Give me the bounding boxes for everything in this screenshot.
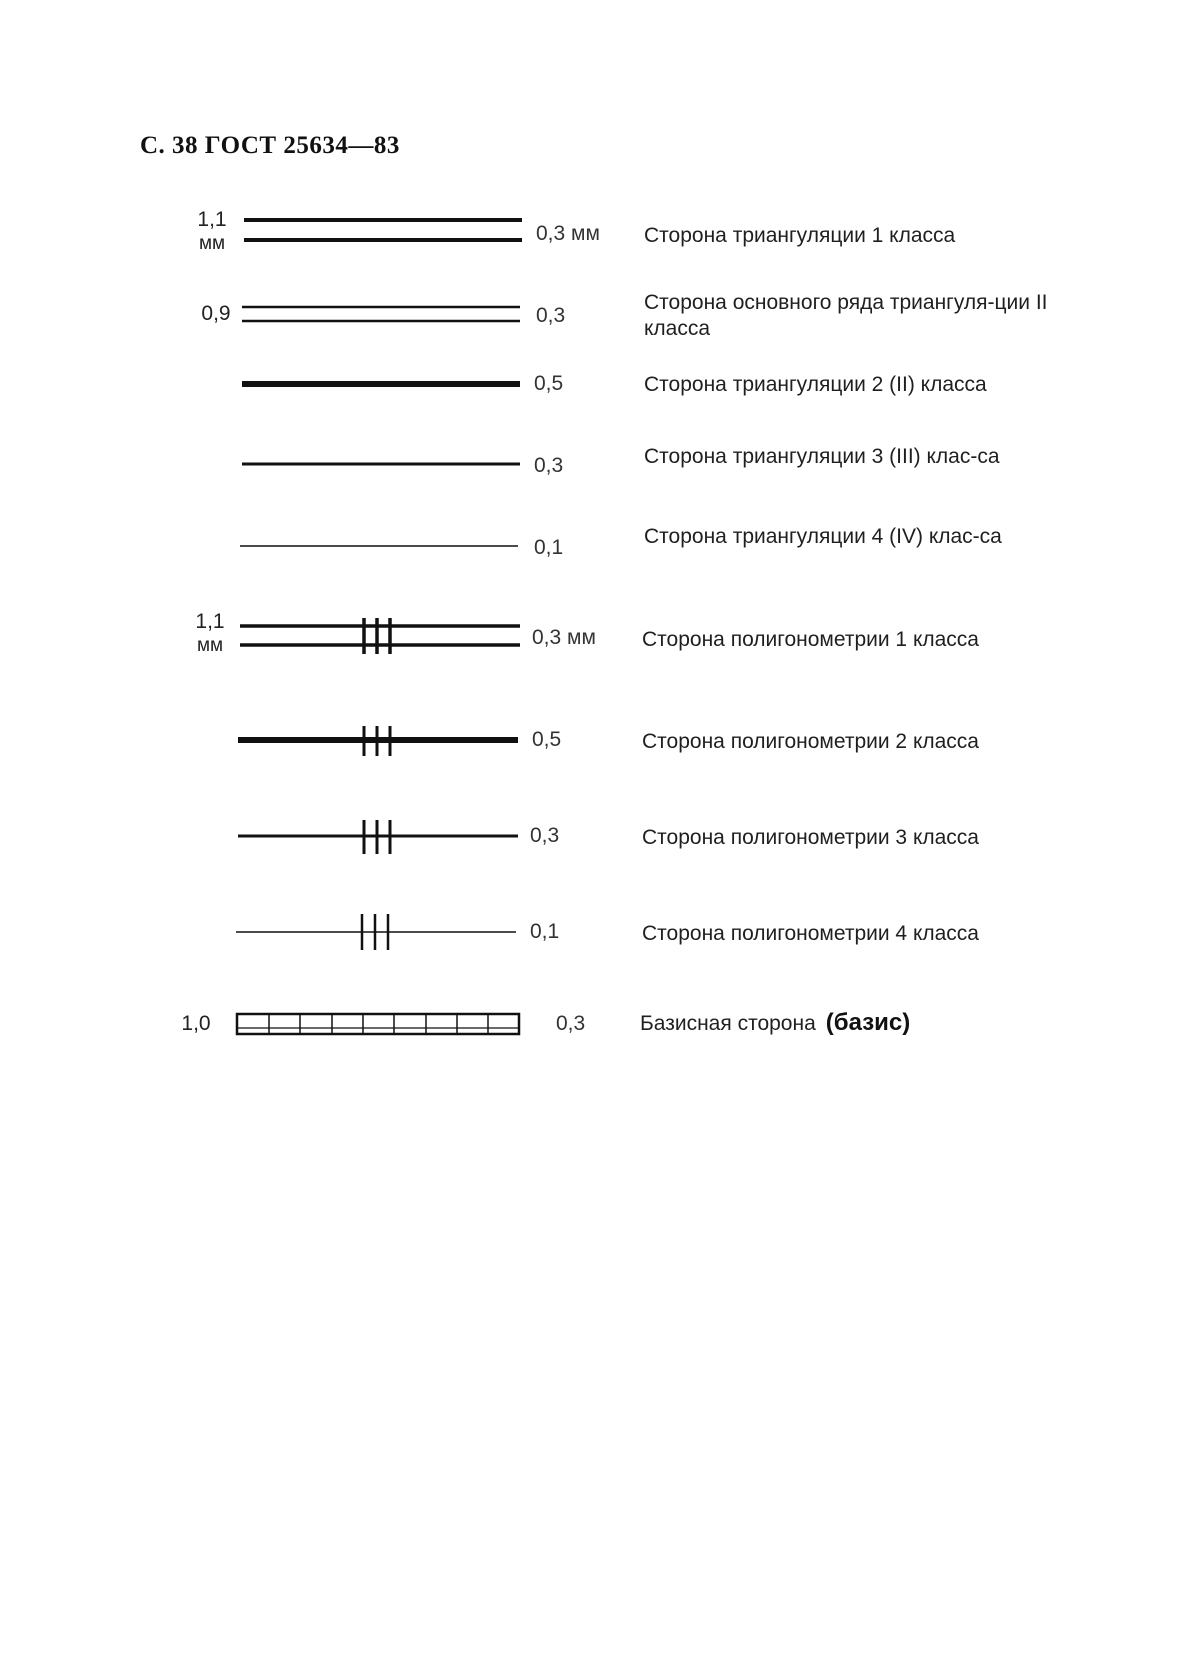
- legend-description: [640, 1010, 1100, 1037]
- line-thickness-label: 0,1: [534, 536, 564, 559]
- line-thickness-label: 0,3 мм: [532, 626, 596, 649]
- legend-row-polygonometry-3: [0, 818, 1187, 858]
- legend-row-triangulation-3: [0, 444, 1187, 500]
- thick-line-ticked-symbol: [238, 722, 520, 762]
- line-thickness-label: 0,3: [530, 824, 560, 847]
- legend-description: Сторона полигонометрии 1 класса: [642, 628, 979, 651]
- legend-row-triangulation-4: [0, 524, 1187, 580]
- line-spacing-label: [188, 208, 236, 256]
- legend-row-polygonometry-1: [0, 610, 1187, 666]
- thin-line-ticked-symbol: [236, 912, 518, 952]
- line-spacing-unit: мм: [196, 635, 224, 656]
- legend-description: Сторона основного ряда триангуля-ции II класса: [644, 291, 1048, 340]
- legend-row-triangulation-main-2: [0, 290, 1187, 346]
- line-thickness-label: 0,3: [534, 454, 564, 477]
- legend-description-extra: (базис): [825, 1009, 911, 1036]
- line-thickness-label: 0,3: [556, 1012, 586, 1035]
- line-thickness-label: 0,1: [530, 920, 560, 943]
- legend-row-polygonometry-4: [0, 912, 1187, 952]
- medium-line-symbol: [242, 454, 522, 474]
- double-line-symbol: [244, 212, 524, 252]
- line-thickness-label: 0,3: [536, 304, 566, 327]
- line-spacing-unit: мм: [198, 233, 226, 254]
- legend-description: Сторона полигонометрии 4 класса: [642, 922, 979, 945]
- line-thickness-label: 0,3 мм: [536, 222, 600, 245]
- line-spacing-value: 1,1: [197, 208, 227, 231]
- legend-row-polygonometry-2: [0, 722, 1187, 762]
- line-spacing-label: [192, 302, 240, 326]
- legend-row-base-side: [0, 1006, 1187, 1046]
- line-thickness-label: 0,5: [532, 728, 562, 751]
- thick-line-symbol: [242, 374, 522, 394]
- legend-description: Сторона полигонометрии 2 класса: [642, 730, 979, 753]
- legend-description: Сторона триангуляции 4 (IV) клас-са: [644, 525, 1002, 548]
- legend-row-triangulation-1: [0, 208, 1187, 258]
- legend-description: Сторона триангуляции 3 (III) клас-са: [644, 445, 1000, 468]
- line-spacing-label: [186, 610, 234, 658]
- legend-description: Сторона триангуляции 2 (II) класса: [644, 373, 987, 396]
- legend-description: Сторона триангуляции 1 класса: [644, 224, 956, 247]
- medium-line-ticked-symbol: [238, 818, 520, 858]
- segmented-base-symbol: [236, 1012, 522, 1042]
- line-spacing-value: 1,0: [181, 1012, 211, 1035]
- line-spacing-value: 0,9: [201, 302, 231, 325]
- double-line-symbol: [242, 304, 522, 334]
- page-header: С. 38 ГОСТ 25634—83: [140, 132, 400, 159]
- line-thickness-label: 0,5: [534, 372, 564, 395]
- legend-row-triangulation-2: [0, 372, 1187, 402]
- legend-description-text: Базисная сторона: [640, 1012, 816, 1035]
- thin-line-symbol: [240, 536, 520, 556]
- double-line-ticked-symbol: [240, 618, 522, 658]
- line-spacing-value: 1,1: [195, 610, 225, 633]
- line-spacing-label: [172, 1012, 220, 1036]
- legend-description: Сторона полигонометрии 3 класса: [642, 826, 979, 849]
